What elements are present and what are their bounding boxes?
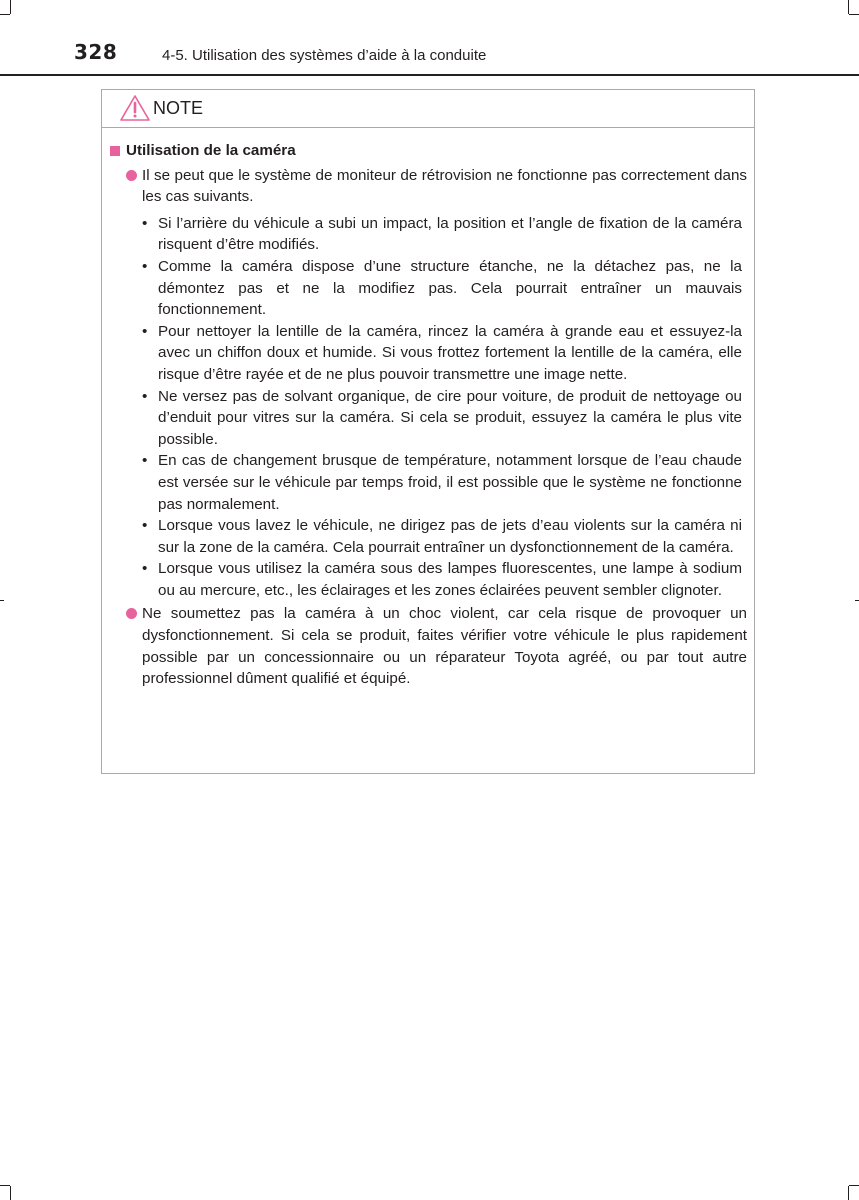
- sub-list-item: [102, 256, 754, 321]
- header-rule: [0, 74, 859, 76]
- sub-list-item: [102, 515, 754, 558]
- list-item: [102, 603, 754, 689]
- sub-list-item: [102, 558, 754, 601]
- warning-triangle-icon: [119, 94, 151, 122]
- bullet-marker: •: [142, 214, 148, 232]
- square-bullet-icon: [110, 146, 120, 156]
- list-item: [102, 165, 754, 208]
- crop-mark: [10, 1186, 11, 1200]
- sub-list-item: [102, 213, 754, 256]
- sub-list-item: [102, 386, 754, 451]
- crop-mark: [848, 1186, 849, 1200]
- sub-item-text: Pour nettoyer la lentille de la caméra, rincez la caméra à grande eau et essuyez-la avec un chiffon doux et humide. Si vous frottez fortement la lentille de la caméra, elle risque d’être rayée et de ne plus pouvoir transmettre une image nette.: [158, 322, 742, 383]
- circle-bullet-icon: [126, 170, 137, 181]
- bullet-marker: •: [142, 452, 148, 470]
- crop-mark: [10, 0, 11, 14]
- section-title: 4-5. Utilisation des systèmes d’aide à la conduite: [162, 47, 487, 64]
- bullet-text: Il se peut que le système de moniteur de rétrovision ne fonctionne pas correctement dans les cas suivants.: [142, 166, 747, 206]
- sub-item-text: Lorsque vous utilisez la caméra sous des lampes fluorescentes, une lampe à sodium ou au mercure, etc., les éclairages et les zones éclairées peuvent sembler clignoter.: [158, 560, 742, 599]
- sub-item-text: Ne versez pas de solvant organique, de cire pour voiture, de produit de nettoyage ou d’enduit pour vitres sur la caméra. Si cela se produit, essuyez la caméra le plus vite possible.: [158, 387, 742, 448]
- bullet-marker: •: [142, 560, 148, 578]
- circle-bullet-icon: [126, 608, 137, 619]
- crop-mark: [0, 14, 10, 15]
- subheading-text: Utilisation de la caméra: [126, 142, 296, 159]
- bullet-marker: •: [142, 322, 148, 340]
- page-number: 328: [74, 40, 118, 64]
- bullet-marker: •: [142, 387, 148, 405]
- note-label: NOTE: [153, 98, 204, 118]
- bullet-text: Ne soumettez pas la caméra à un choc violent, car cela risque de provoquer un dysfonctionnement. Si cela se produit, faites vérifier votre véhicule le plus rapidement possible par un concessionnaire ou un réparateur Toyota agréé, ou par tout autre professionnel dûment qualifié et équipé.: [142, 605, 747, 688]
- crop-mark: [0, 600, 4, 601]
- note-header: [102, 90, 754, 128]
- note-content: [102, 140, 754, 695]
- crop-mark: [849, 1185, 859, 1186]
- sub-item-text: Si l’arrière du véhicule a subi un impact, la position et l’angle de fixation de la caméra risquent d’être modifiés.: [158, 214, 742, 254]
- sub-item-text: En cas de changement brusque de température, notamment lorsque de l’eau chaude est versée sur le véhicule par temps froid, il est possible que le système ne fonctionne pas normalement.: [158, 452, 742, 513]
- page-header: [0, 36, 859, 78]
- crop-mark: [848, 0, 849, 14]
- crop-mark: [0, 1185, 10, 1186]
- bullet-marker: •: [142, 517, 148, 535]
- crop-mark: [855, 600, 859, 601]
- sub-item-text: Lorsque vous lavez le véhicule, ne dirigez pas de jets d’eau violents sur la caméra ni sur la zone de la caméra. Cela pourrait entraîner un dysfonctionnement de la caméra.: [158, 517, 742, 556]
- sub-list-item: [102, 321, 754, 386]
- sub-list-item: [102, 450, 754, 515]
- note-box: [101, 89, 755, 774]
- sub-item-text: Comme la caméra dispose d’une structure étanche, ne la détachez pas, ne la démontez pas et ne la modifiez pas. Cela pourrait entraîner un mauvais fonctionnement.: [158, 257, 742, 319]
- crop-mark: [849, 14, 859, 15]
- subheading: [102, 140, 754, 162]
- bullet-marker: •: [142, 257, 148, 275]
